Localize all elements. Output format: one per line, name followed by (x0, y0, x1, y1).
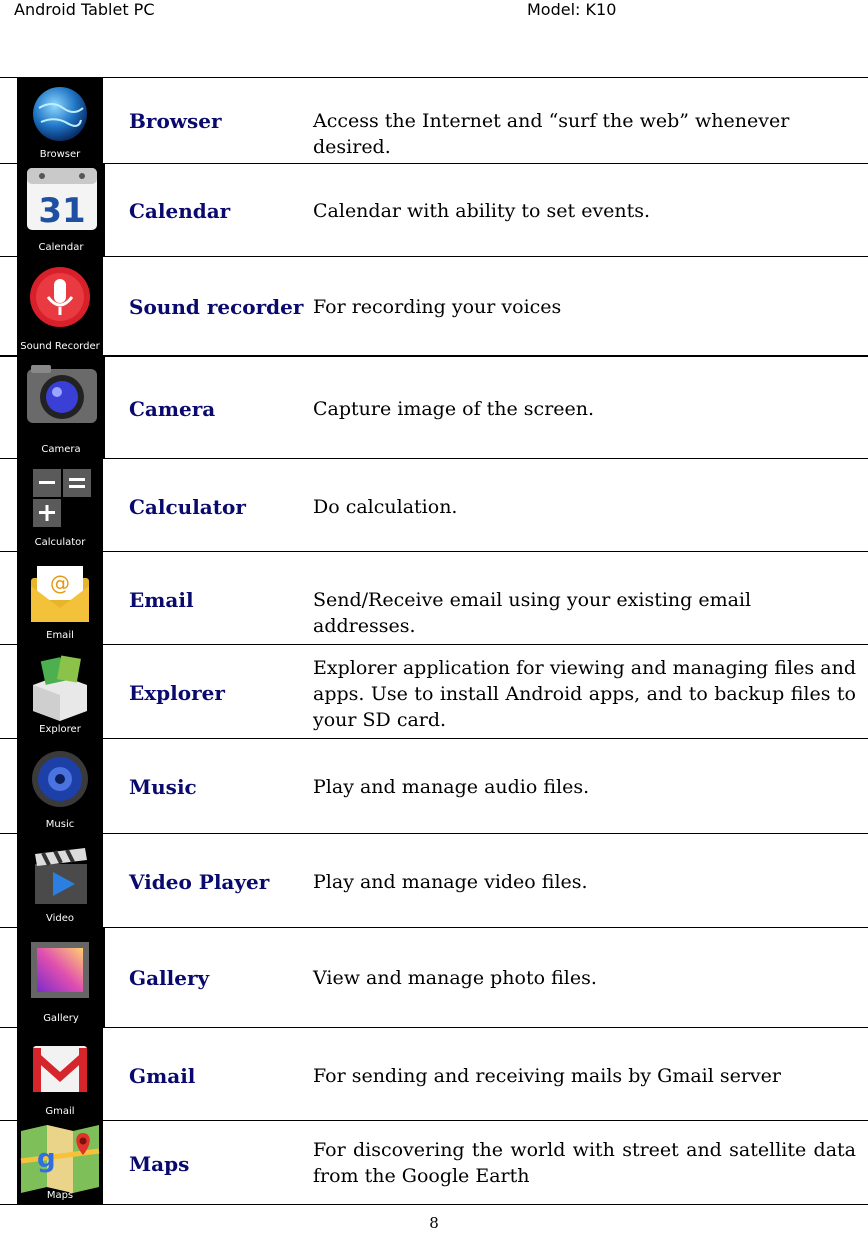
gallery-icon[interactable] (17, 928, 105, 1027)
explorer-icon[interactable] (17, 645, 103, 738)
email-icon[interactable] (17, 552, 103, 644)
app-name: Video Player (129, 870, 270, 894)
table-row (0, 645, 868, 739)
app-description: For recording your voices (313, 296, 562, 318)
table-row (0, 739, 868, 834)
explorer-icon-caption: Explorer (39, 724, 81, 735)
sound-recorder-icon[interactable] (17, 257, 103, 355)
app-description: For sending and receiving mails by Gmail server (313, 1065, 781, 1087)
app-name: Calculator (129, 495, 246, 519)
calendar-icon-caption: Calendar (38, 242, 84, 253)
app-name: Camera (129, 397, 216, 421)
app-name: Calendar (129, 199, 231, 223)
browser-globe-icon[interactable] (17, 78, 103, 163)
app-description: Send/Receive email using your existing email addresses. (313, 589, 752, 637)
app-name: Music (129, 775, 197, 799)
header-product: Android Tablet PC (14, 0, 155, 19)
table-row (0, 552, 868, 645)
table-row (0, 164, 868, 257)
page-number: 8 (429, 1214, 439, 1232)
app-description: Play and manage audio files. (313, 776, 590, 798)
email-icon-caption: Email (46, 630, 74, 641)
gmail-icon[interactable] (17, 1028, 103, 1120)
camera-icon[interactable] (17, 357, 105, 458)
gallery-icon-caption: Gallery (43, 1013, 79, 1024)
table-row (0, 1028, 868, 1121)
table-row (0, 357, 868, 459)
app-name: Sound recorder (129, 295, 304, 319)
table-row (0, 257, 868, 357)
app-name: Maps (129, 1152, 190, 1176)
app-description: Do calculation. (313, 496, 458, 518)
browser-icon-caption: Browser (39, 149, 81, 160)
music-speaker-icon[interactable] (17, 739, 103, 833)
maps-icon-caption: Maps (46, 1190, 74, 1201)
app-name: Browser (129, 109, 222, 133)
table-row (0, 78, 868, 164)
calendar-icon-number: 31 (38, 191, 86, 231)
svg-text:g: g (37, 1144, 56, 1174)
calendar-icon[interactable] (17, 164, 105, 256)
app-description: Capture image of the screen. (313, 398, 595, 420)
calculator-icon-caption: Calculator (34, 537, 86, 548)
app-description: Explorer application for viewing and managing files and apps. Use to install Android apps, and to backup files to your SD card. (313, 657, 856, 731)
music-icon-caption: Music (45, 819, 75, 830)
video-icon-caption: Video (45, 913, 75, 924)
gmail-icon-caption: Gmail (45, 1106, 75, 1117)
maps-icon[interactable] (17, 1121, 103, 1204)
video-clapper-icon[interactable] (17, 834, 103, 927)
app-description: Play and manage video files. (313, 871, 588, 893)
app-description: For discovering the world with street and satellite data from the Google Earth (313, 1139, 856, 1187)
app-description: Access the Internet and “surf the web” whenever desired. (313, 110, 790, 158)
svg-text:@: @ (50, 571, 70, 595)
sound-recorder-icon-caption: Sound Recorder (20, 341, 100, 352)
table-row (0, 928, 868, 1028)
app-name: Email (129, 588, 194, 612)
app-name: Gmail (129, 1064, 196, 1088)
table-row (0, 1121, 868, 1205)
app-description: Calendar with ability to set events. (313, 200, 651, 222)
header-model: Model: K10 (527, 0, 617, 19)
table-row (0, 459, 868, 552)
table-row (0, 834, 868, 928)
app-name: Gallery (129, 966, 210, 990)
camera-icon-caption: Camera (41, 444, 81, 455)
page-header (0, 0, 868, 30)
app-name: Explorer (129, 681, 225, 705)
calculator-icon[interactable] (17, 459, 103, 551)
app-description: View and manage photo files. (313, 967, 597, 989)
